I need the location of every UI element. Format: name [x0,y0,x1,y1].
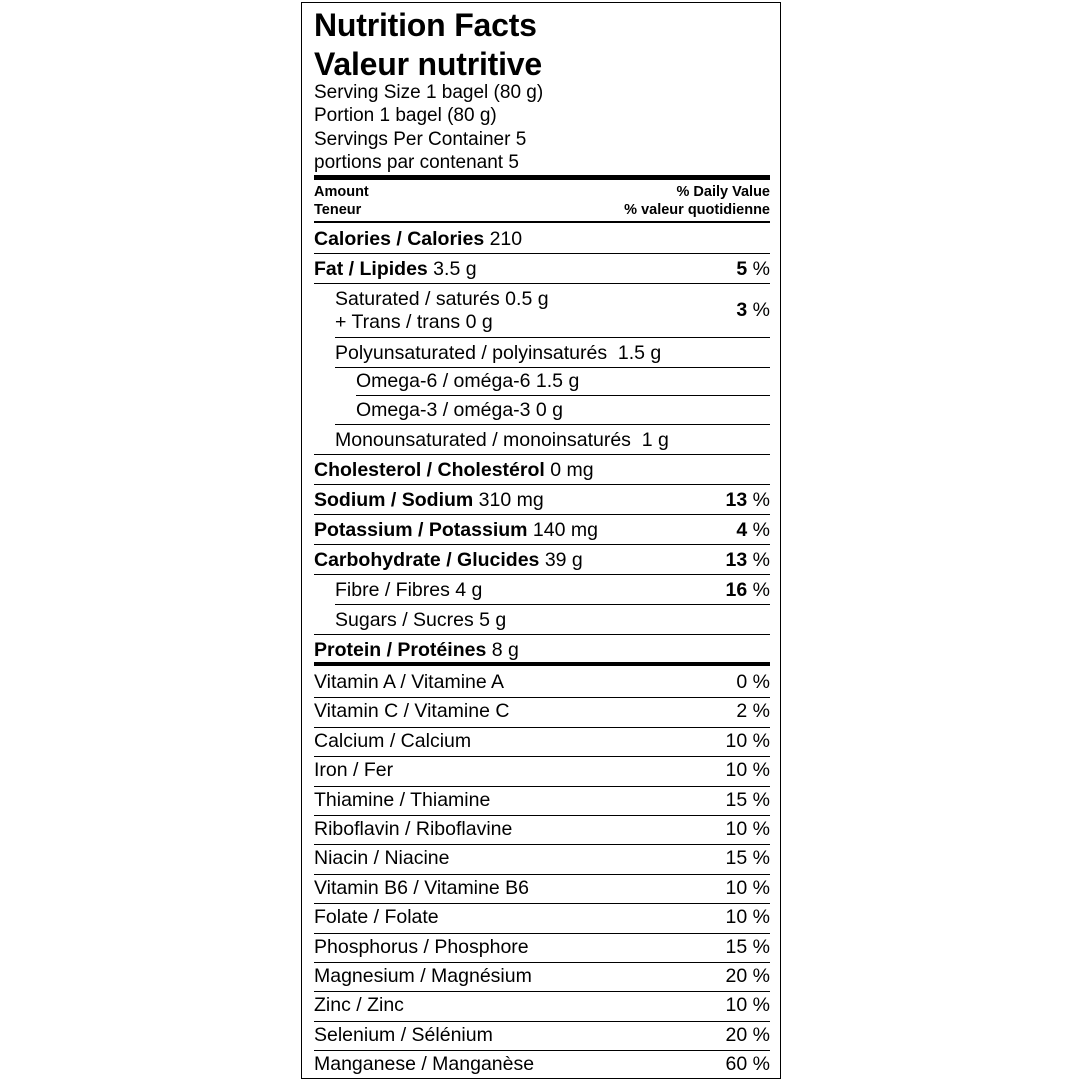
row-divider [335,604,770,605]
vitamin-name: Vitamin B6 / Vitamine B6 [314,876,529,899]
nutrient-name [335,342,661,365]
nutrient-name [356,370,579,393]
nutrient-percent [726,579,770,602]
vitamin-row [314,874,770,903]
servings-per-container: Servings Per Container 5 [314,129,527,150]
nutrient-percent [736,299,770,322]
vitamin-percent: 10 % [725,818,770,840]
nutrient-bold-label: Carbohydrate / Glucides [314,549,540,571]
row-divider [314,514,770,515]
header-divider [314,221,770,223]
percent-value: 4 [736,519,748,541]
percent-value: 16 [725,579,748,601]
nutrient-row [314,255,770,283]
nutrient-percent [726,489,770,512]
nutrient-row [314,606,770,634]
vitamin-row [314,903,770,932]
vitamin-row [314,668,770,697]
nutrient-bold-label: Cholesterol / Cholestérol [314,459,545,481]
percent-value: 3 [736,299,748,321]
vitamin-row [314,1050,770,1079]
nutrient-amount: 210 [484,228,523,250]
row-divider [314,454,770,455]
nutrient-row [314,396,770,424]
thick-divider [314,175,770,180]
row-divider [314,574,770,575]
amount-header: Amount [314,184,369,200]
vitamin-row [314,756,770,785]
vitamin-row [314,1021,770,1050]
nutrient-row [314,546,770,574]
nutrient-row [314,486,770,514]
nutrient-bold-label: Sodium / Sodium [314,489,474,511]
vitamins-divider [314,662,770,666]
vitamin-name: Manganese / Manganèse [314,1053,535,1076]
vitamin-percent: 15 % [725,935,770,958]
percent-sign: % [747,299,770,321]
nutrient-name [314,549,583,572]
nutrient-percent [736,519,770,542]
nutrient-row [314,339,770,367]
title-english: Nutrition Facts [314,7,537,43]
vitamin-percent: 10 % [725,759,770,782]
vitamin-name: Niacin / Niacine [314,847,450,870]
vitamin-name: Magnesium / Magnésium [314,965,532,987]
vitamin-row [314,844,770,873]
percent-sign: % [747,258,770,280]
serving-size: Serving Size 1 bagel (80 g) [314,82,544,103]
percent-value: 13 [725,549,748,571]
nutrient-amount: 140 mg [527,519,598,541]
row-divider [314,634,770,635]
nutrient-name [314,258,477,281]
nutrient-row [314,225,770,253]
vitamin-name: Zinc / Zinc [314,994,404,1017]
vitamin-name: Iron / Fer [314,759,394,782]
nutrient-name [335,609,506,632]
nutrient-row [314,426,770,454]
nutrient-name [314,639,519,662]
percent-sign: % [747,549,770,571]
vitamin-percent: 10 % [725,729,770,752]
row-divider [314,544,770,545]
nutrient-amount: 0 mg [544,459,594,481]
row-divider [314,484,770,485]
row-divider [335,337,770,338]
row-divider [314,253,770,254]
vitamin-name: Phosphorus / Phosphore [314,935,529,958]
row-divider [314,283,770,284]
nutrient-percent [726,549,770,572]
nutrient-amount: Omega-3 / oméga-3 0 g [356,399,564,421]
nutrient-name [335,429,669,452]
vitamin-percent: 10 % [725,906,770,929]
nutrient-bold-label: Potassium / Potassium [314,519,528,541]
vitamin-name: Selenium / Sélénium [314,1023,493,1046]
vitamin-percent: 10 % [725,876,770,899]
vitamin-percent: 10 % [725,994,770,1017]
vitamin-percent: 20 % [725,965,770,987]
row-divider [335,424,770,425]
vitamin-name: Vitamin A / Vitamine A [314,671,505,693]
nutrient-amount: Fibre / Fibres 4 g [335,579,483,601]
vitamin-percent: 15 % [725,788,770,811]
portions-par-contenant: portions par contenant 5 [314,152,519,173]
nutrient-row [314,576,770,604]
vitamin-percent: 60 % [725,1053,770,1076]
nutrient-amount: Omega-6 / oméga-6 1.5 g [356,370,580,392]
nutrient-bold-label: Protein / Protéines [314,639,487,661]
nutrient-amount: 8 g [486,639,519,661]
vitamin-row [314,962,770,991]
nutrient-amount-second-line: + Trans / trans 0 g [335,311,493,333]
nutrient-name [314,519,598,542]
teneur-header: Teneur [314,202,362,218]
daily-value-header: % Daily Value [676,184,770,200]
vitamin-name: Folate / Folate [314,906,439,929]
nutrient-amount: 39 g [539,549,583,571]
nutrient-name [314,459,594,482]
nutrient-name [335,579,482,602]
vitamin-name: Vitamin C / Vitamine C [314,700,510,723]
vitamin-row [314,991,770,1020]
vitamin-name: Riboflavin / Riboflavine [314,818,513,840]
nutrient-name [356,399,563,422]
portion: Portion 1 bagel (80 g) [314,105,497,126]
nutrient-amount: 310 mg [473,489,544,511]
vitamin-row [314,786,770,815]
percent-value: 5 [736,258,748,280]
percent-sign: % [747,519,770,541]
vitamin-name: Thiamine / Thiamine [314,788,491,811]
nutrient-amount: Sugars / Sucres 5 g [335,609,507,631]
nutrient-row [314,636,770,664]
percent-sign: % [747,579,770,601]
nutrient-bold-label: Fat / Lipides [314,258,428,280]
nutrient-name [314,489,544,512]
nutrient-name [335,288,549,334]
title-french: Valeur nutritive [314,46,542,82]
valeur-quotidienne-header: % valeur quotidienne [624,202,770,218]
vitamin-row [314,933,770,962]
nutrient-amount: 3.5 g [427,258,477,280]
nutrient-percent [736,258,770,281]
vitamin-percent: 2 % [736,700,770,723]
nutrient-amount: Polyunsaturated / polyinsaturés 1.5 g [335,342,662,364]
vitamin-row [314,697,770,726]
nutrient-bold-label: Calories / Calories [314,228,485,250]
nutrient-amount: Monounsaturated / monoinsaturés 1 g [335,429,669,451]
vitamin-name: Calcium / Calcium [314,729,472,752]
nutrient-name [314,228,522,251]
vitamin-percent: 20 % [725,1023,770,1046]
nutrient-amount: Saturated / saturés 0.5 g [335,288,549,310]
nutrient-row [314,367,770,395]
percent-sign: % [747,489,770,511]
nutrition-label [301,2,781,1079]
nutrient-row [314,285,770,337]
nutrient-row [314,516,770,544]
nutrient-row [314,456,770,484]
vitamin-row [314,815,770,844]
vitamin-percent: 0 % [736,671,770,693]
vitamin-percent: 15 % [725,847,770,870]
percent-value: 13 [725,489,748,511]
vitamin-row [314,727,770,756]
